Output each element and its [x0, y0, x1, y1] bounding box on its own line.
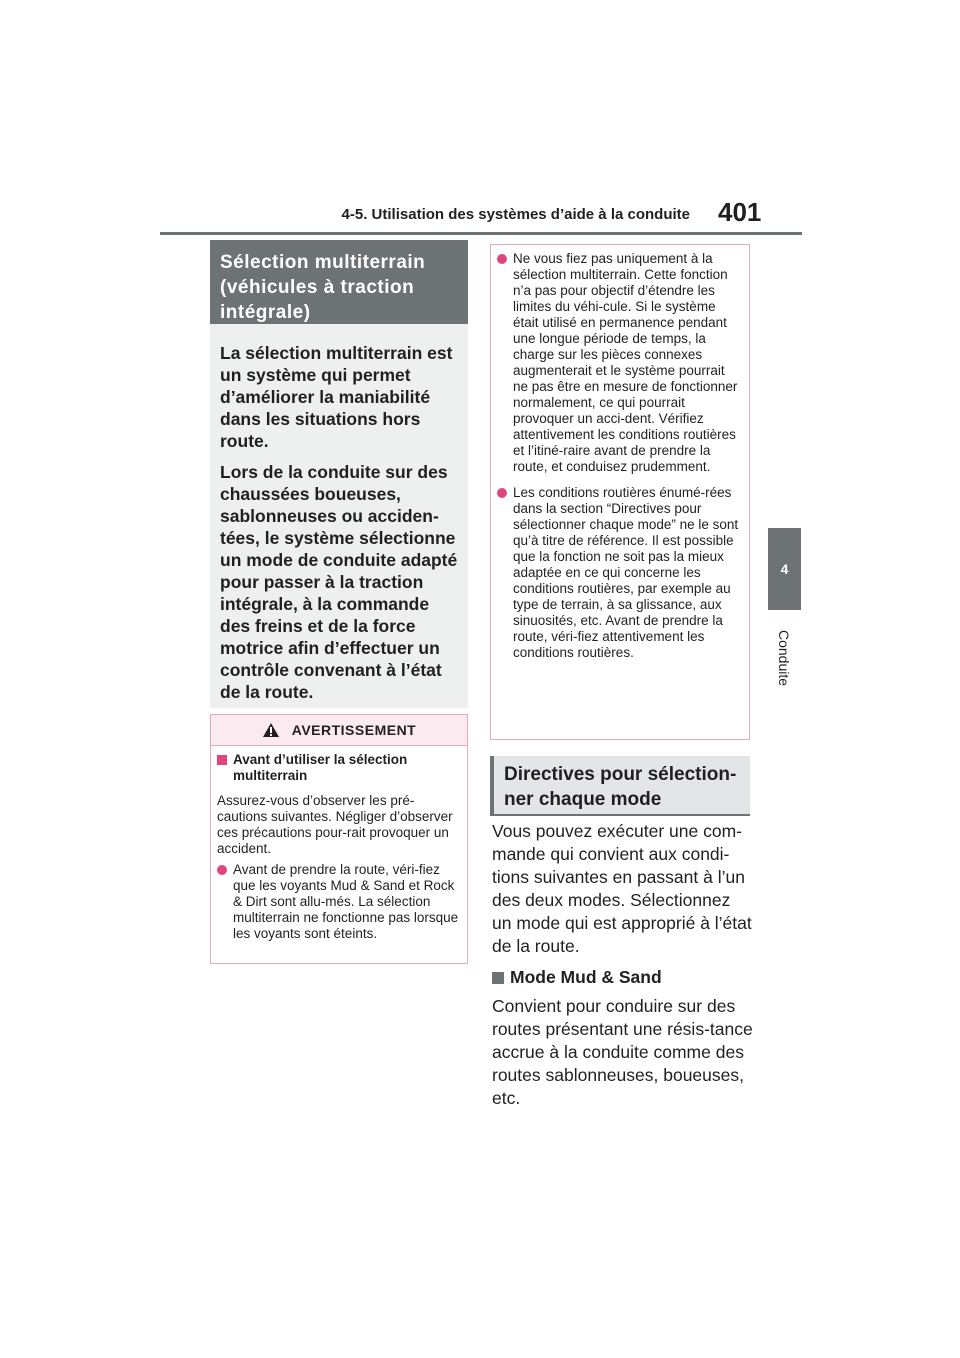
warning-box	[210, 714, 468, 964]
mode-description: Convient pour conduire sur des routes présentant une résis-tance accrue à la conduite comme des routes sablonneuses, boueuses, etc.	[492, 996, 753, 1108]
page-number: 401	[718, 197, 762, 227]
chapter-label	[768, 620, 801, 696]
dot-bullet-icon	[497, 488, 507, 498]
chapter-number: 4	[780, 561, 789, 577]
warning-subheading	[217, 752, 461, 784]
warning-bullet-text: Ne vous fiez pas uniquement à la sélection multiterrain. Cette fonction n’a pas pour objectif d’étendre les limites du véhi-cule. Si le système était utilisé en permanence pendant une longue période de temps, la charge sur les pièces connexes augmenterait et le système pourrait ne pas être en mesure de fonctionner normalement, ce qui pourrait provoquer un acci-dent. Vérifiez attentivement les conditions routières et l’itiné-raire avant de prendre la route, et conduisez prudemment.	[513, 251, 738, 474]
warning-body	[211, 746, 467, 942]
warning-bullet	[497, 251, 741, 475]
warning-header	[211, 715, 467, 746]
guidelines-body	[492, 820, 754, 1116]
mode-heading-text: Mode Mud & Sand	[510, 967, 662, 987]
intro-paragraph: Lors de la conduite sur des chaussées boueuses, sablonneuses ou acciden-tées, le système sélectionne un mode de conduite adapté pour passer à la traction intégrale, à la commande des freins et de la force motrice afin d’effectuer un contrôle convenant à l’état de la route.	[220, 462, 458, 702]
chapter-section-title: 4-5. Utilisation des systèmes d’aide à la conduite	[341, 206, 690, 223]
square-bullet-icon	[217, 755, 227, 765]
section-heading-multiterrain: Sélection multiterrain (véhicules à traction intégrale)	[210, 240, 468, 324]
warning-bullet	[217, 862, 461, 942]
warning-subheading-text: Avant d’utiliser la sélection multiterrain	[233, 752, 408, 783]
intro-paragraph: La sélection multiterrain est un système qui permet d’améliorer la maniabilité dans les situations hors route.	[220, 343, 453, 451]
warning-paragraph: Assurez-vous d’observer les pré-cautions suivantes. Négliger d’observer ces précautions pour-rait provoquer un accident.	[217, 793, 453, 856]
intro-box	[210, 324, 468, 708]
header-divider	[160, 232, 802, 235]
chapter-label-text: Conduite	[776, 629, 793, 687]
warning-title: AVERTISSEMENT	[291, 722, 417, 738]
warning-bullet	[497, 485, 741, 661]
warning-bullet-text: Avant de prendre la route, véri-fiez que les voyants Mud & Sand et Rock & Dirt sont allu-més. La sélection multiterrain ne fonctionne pas lorsque les voyants sont éteints.	[233, 862, 459, 941]
guidelines-intro: Vous pouvez exécuter une com-mande qui convient aux condi-tions suivantes en passant à l’un des deux modes. Sélectionnez un mode qui est approprié à l’état de la route.	[492, 821, 752, 956]
dot-bullet-icon	[497, 254, 507, 264]
warning-continuation-box	[490, 244, 750, 740]
dot-bullet-icon	[217, 865, 227, 875]
chapter-tab	[768, 528, 801, 610]
square-bullet-icon	[492, 972, 504, 984]
mode-heading	[492, 966, 754, 989]
section-heading-guidelines: Directives pour sélection-ner chaque mode	[490, 756, 750, 816]
warning-bullet-text: Les conditions routières énumé-rées dans la section “Directives pour sélectionner chaque mode” ne le sont qu’à titre de référence. Il est possible que la fonction ne soit pas la mieux adaptée en ce qui concerne les conditions routières, par exemple au type de terrain, à sa glissance, aux sinuosités, etc. Avant de prendre la route, véri-fiez attentivement les conditions routières.	[513, 485, 739, 660]
warning-triangle-icon	[262, 722, 280, 738]
